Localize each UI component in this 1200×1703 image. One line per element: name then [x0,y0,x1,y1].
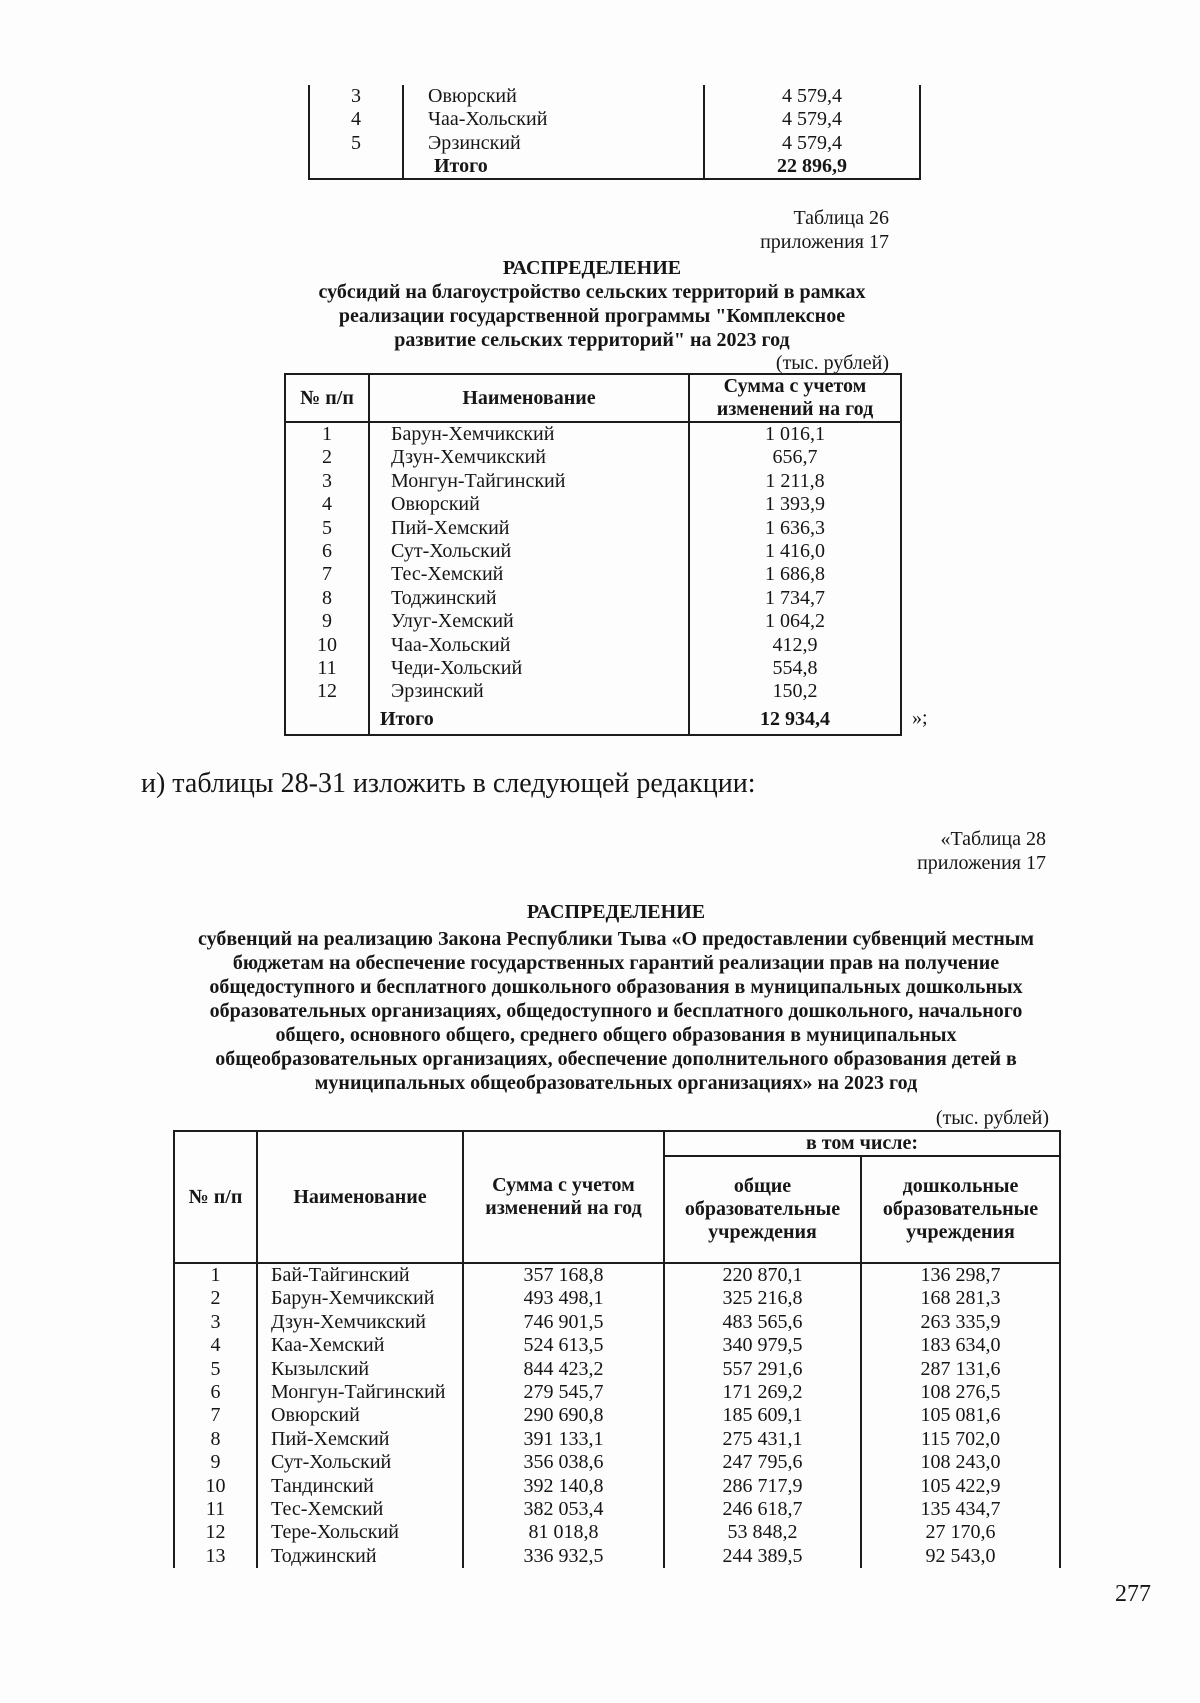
table-row [285,446,901,469]
table28-title: РАСПРЕДЕЛЕНИЕ [526,901,706,923]
previous-table-continuation [308,85,921,180]
table26-caption-appendix: приложения 17 [760,231,889,253]
cell-sum: 554,8 [689,657,901,680]
table-row [285,680,901,703]
cell-num: 2 [174,1287,257,1310]
cell-num: 6 [285,540,369,563]
cell-name: Бай-Тайгинский [257,1263,463,1287]
table26-header [285,374,901,422]
cell-name: Тандинский [257,1475,463,1498]
header-sum [689,374,901,422]
cell-name: Эрзинский [369,680,689,703]
cell-sum: 1 393,9 [689,493,901,516]
cell-sum: 1 016,1 [689,422,901,446]
total-row [285,704,901,735]
cell-sum: 4 579,4 [704,132,920,155]
header-general-line: общие [733,1175,792,1197]
cell-name: Дзун-Хемчикский [257,1311,463,1334]
cell-sum: 336 932,5 [463,1545,664,1568]
table28-subtitle-line: образовательных организациях, общедоступного и бесплатного дошкольного, начального [209,1000,1023,1022]
cell-name: Эрзинский [403,132,704,155]
table26-subtitle-line: реализации государственной программы "Комплексное [338,305,846,327]
header-general-line: учреждения [708,1221,817,1243]
closing-quote: »; [912,707,928,729]
cell-num: 11 [174,1498,257,1521]
header-name: Наименование [257,1131,463,1263]
header-num: № п/п [285,374,369,422]
cell-num: 9 [174,1451,257,1474]
table28-caption-number: «Таблица 28 [940,828,1046,850]
table26-caption-number: Таблица 26 [793,207,889,229]
cell-name: Овюрский [403,85,704,108]
table-row [309,108,920,131]
cell-general: 286 717,9 [664,1475,861,1498]
cell-sum: 412,9 [689,634,901,657]
header-sum [463,1131,664,1263]
cell-num: 2 [285,446,369,469]
cell-sum: 290 690,8 [463,1404,664,1427]
cell-name: Монгун-Тайгинский [257,1381,463,1404]
cell-sum: 382 053,4 [463,1498,664,1521]
table28-subtitle [116,927,1116,1095]
cell-sum: 356 038,6 [463,1451,664,1474]
table26-title: РАСПРЕДЕЛЕНИЕ [502,257,682,279]
cell-sum: 656,7 [689,446,901,469]
previous-table-body [309,85,920,179]
table-row [174,1334,1060,1357]
cell-general: 171 269,2 [664,1381,861,1404]
table-row [285,563,901,586]
cell-num: 1 [285,422,369,446]
empty-cell [309,155,403,179]
cell-num: 4 [174,1334,257,1357]
table28-caption [917,827,1046,875]
table28-caption-appendix: приложения 17 [917,852,1046,874]
table-row [174,1311,1060,1334]
table26-caption [760,206,889,254]
table28-subtitle-line: общеобразовательных организациях, обеспечение дополнительного образования детей в [215,1048,1017,1070]
cell-sum: 493 498,1 [463,1287,664,1310]
cell-name: Сут-Хольский [257,1451,463,1474]
cell-sum: 150,2 [689,680,901,703]
table28-body [174,1263,1060,1568]
cell-num: 5 [309,132,403,155]
cell-name: Овюрский [369,493,689,516]
table26-subtitle-line: развитие сельских территорий" на 2023 год [394,329,790,351]
cell-sum: 1 416,0 [689,540,901,563]
cell-name: Монгун-Тайгинский [369,470,689,493]
total-sum: 22 896,9 [704,155,920,179]
cell-preschool: 136 298,7 [861,1263,1060,1287]
table-row [285,657,901,680]
cell-num: 4 [285,493,369,516]
header-including: в том числе: [664,1131,1060,1156]
cell-num: 3 [285,470,369,493]
cell-preschool: 115 702,0 [861,1428,1060,1451]
cell-name: Пий-Хемский [257,1428,463,1451]
table-row [285,493,901,516]
cell-preschool: 92 543,0 [861,1545,1060,1568]
cell-general: 340 979,5 [664,1334,861,1357]
table-row [309,85,920,108]
cell-name: Тере-Хольский [257,1521,463,1544]
table-row [174,1545,1060,1568]
cell-num: 7 [174,1404,257,1427]
cell-name: Тес-Хемский [257,1498,463,1521]
table26 [284,373,902,736]
cell-general: 246 618,7 [664,1498,861,1521]
header-name: Наименование [369,374,689,422]
cell-preschool: 108 276,5 [861,1381,1060,1404]
header-sum-line: изменений на год [485,1197,642,1219]
cell-sum: 81 018,8 [463,1521,664,1544]
cell-preschool: 168 281,3 [861,1287,1060,1310]
cell-num: 12 [285,680,369,703]
cell-num: 3 [174,1311,257,1334]
header-preschool-line: образовательные [882,1198,1039,1220]
total-label: Итого [403,155,704,179]
cell-preschool: 263 335,9 [861,1311,1060,1334]
cell-general: 53 848,2 [664,1521,861,1544]
cell-name: Улуг-Хемский [369,610,689,633]
table28-subtitle-line: общего, основного общего, среднего общего образования в муниципальных [275,1024,957,1046]
cell-general: 275 431,1 [664,1428,861,1451]
instruction-text: и) таблицы 28-31 изложить в следующей редакции: [141,768,756,799]
cell-num: 7 [285,563,369,586]
cell-sum: 1 686,8 [689,563,901,586]
cell-general: 325 216,8 [664,1287,861,1310]
cell-num: 8 [174,1428,257,1451]
cell-sum: 1 211,8 [689,470,901,493]
cell-name: Чеди-Хольский [369,657,689,680]
cell-name: Каа-Хемский [257,1334,463,1357]
cell-preschool: 105 081,6 [861,1404,1060,1427]
table-row [285,634,901,657]
cell-num: 5 [174,1358,257,1381]
table-row [174,1381,1060,1404]
cell-preschool: 135 434,7 [861,1498,1060,1521]
cell-sum: 1 064,2 [689,610,901,633]
cell-num: 4 [309,108,403,131]
cell-num: 1 [174,1263,257,1287]
cell-preschool: 105 422,9 [861,1475,1060,1498]
cell-general: 483 565,6 [664,1311,861,1334]
table28-header [174,1131,1060,1263]
total-sum: 12 934,4 [689,704,901,735]
table-row [285,610,901,633]
table-row [174,1287,1060,1310]
cell-name: Чаа-Хольский [369,634,689,657]
cell-name: Дзун-Хемчикский [369,446,689,469]
header-sum-line: изменений на год [716,398,874,420]
cell-sum: 357 168,8 [463,1263,664,1287]
cell-general: 244 389,5 [664,1545,861,1568]
cell-name: Чаа-Хольский [403,108,704,131]
cell-name: Сут-Хольский [369,540,689,563]
header-row [174,1131,1060,1156]
table28-subtitle-line: общедоступного и бесплатного дошкольного образования в муниципальных дошкольных [209,976,1023,998]
table28-subtitle-line: бюджетам на обеспечение государственных гарантий реализации прав на получение [232,952,1000,974]
table28-subtitle-line: субвенций на реализацию Закона Республики Тыва «О предоставлении субвенций местным [198,928,1034,950]
table-row [285,422,901,446]
table-row [174,1521,1060,1544]
cell-preschool: 287 131,6 [861,1358,1060,1381]
cell-general: 220 870,1 [664,1263,861,1287]
total-row [309,155,920,179]
cell-sum: 391 133,1 [463,1428,664,1451]
cell-num: 9 [285,610,369,633]
cell-sum: 524 613,5 [463,1334,664,1357]
cell-sum: 1 636,3 [689,517,901,540]
cell-general: 185 609,1 [664,1404,861,1427]
page-number: 277 [1115,1581,1151,1607]
total-label: Итого [369,704,689,735]
cell-sum: 279 545,7 [463,1381,664,1404]
cell-sum: 1 734,7 [689,587,901,610]
header-preschool [861,1156,1060,1263]
header-row [285,374,901,422]
cell-name: Тес-Хемский [369,563,689,586]
table-row [174,1475,1060,1498]
header-sum-line: Сумма с учетом [723,375,867,397]
table-row [285,470,901,493]
cell-sum: 746 901,5 [463,1311,664,1334]
cell-name: Пий-Хемский [369,517,689,540]
cell-name: Кызылский [257,1358,463,1381]
table28-units: (тыс. рублей) [935,1107,1049,1129]
table-row [174,1404,1060,1427]
table26-body [285,422,901,735]
empty-cell [285,704,369,735]
header-general-line: образовательные [684,1198,841,1220]
cell-num: 6 [174,1381,257,1404]
cell-name: Овюрский [257,1404,463,1427]
cell-num: 10 [285,634,369,657]
table-row [285,517,901,540]
table-row [285,540,901,563]
table26-units: (тыс. рублей) [775,352,889,374]
cell-name: Тоджинский [369,587,689,610]
table26-subtitle-line: субсидий на благоустройство сельских территорий в рамках [318,281,866,303]
cell-sum: 392 140,8 [463,1475,664,1498]
table-row [174,1451,1060,1474]
cell-sum: 4 579,4 [704,108,920,131]
cell-num: 3 [309,85,403,108]
cell-num: 10 [174,1475,257,1498]
cell-preschool: 183 634,0 [861,1334,1060,1357]
cell-sum: 4 579,4 [704,85,920,108]
cell-num: 12 [174,1521,257,1544]
table28-subtitle-line: муниципальных общеобразовательных организациях» на 2023 год [314,1072,918,1094]
cell-preschool: 108 243,0 [861,1451,1060,1474]
table-row [174,1358,1060,1381]
cell-name: Тоджинский [257,1545,463,1568]
cell-preschool: 27 170,6 [861,1521,1060,1544]
table-row [174,1263,1060,1287]
cell-num: 5 [285,517,369,540]
table-row [309,132,920,155]
cell-general: 557 291,6 [664,1358,861,1381]
header-preschool-line: дошкольные [902,1175,1019,1197]
cell-name: Барун-Хемчикский [369,422,689,446]
header-preschool-line: учреждения [906,1221,1015,1243]
table28 [173,1130,1061,1568]
cell-general: 247 795,6 [664,1451,861,1474]
cell-num: 8 [285,587,369,610]
cell-name: Барун-Хемчикский [257,1287,463,1310]
table-row [174,1428,1060,1451]
cell-sum: 844 423,2 [463,1358,664,1381]
table-row [285,587,901,610]
table26-title-block [192,256,992,352]
header-num: № п/п [174,1131,257,1263]
cell-num: 11 [285,657,369,680]
cell-num: 13 [174,1545,257,1568]
header-sum-line: Сумма с учетом [492,1174,635,1196]
table-row [174,1498,1060,1521]
header-general [664,1156,861,1263]
